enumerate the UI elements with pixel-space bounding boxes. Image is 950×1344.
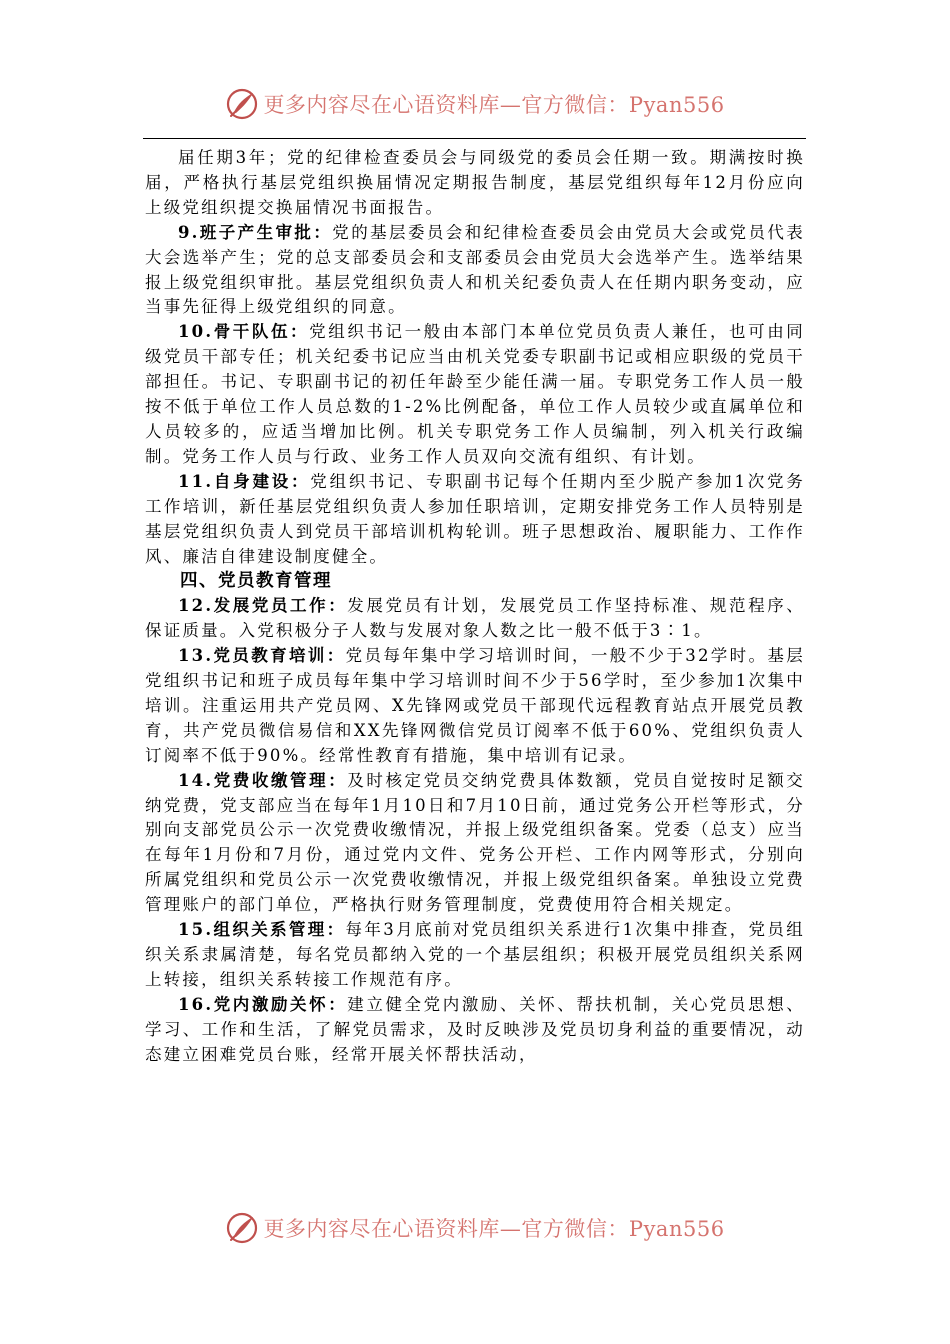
header-banner-text: 更多内容尽在心语资料库—官方微信：Pyan556 [263, 93, 725, 117]
paragraph-item-9 [145, 221, 805, 321]
item-label: 14.党费收缴管理： [178, 770, 348, 790]
document-body [145, 146, 805, 1068]
quill-logo-icon [225, 1211, 259, 1245]
item-text: 党员每年集中学习培训时间，一般不少于32学时。基层党组织书记和班子成员每年集中学习培训时间不少于56学时，至少参加1次集中培训。注重运用共产党员网、X先锋网或党员干部现代远程教育站点开展党员教育，共产党员微信易信和XX先锋网微信党员订阅率不低于60%、党组织负责人订阅率不低于90%。经常性教育有措施，集中培训有记录。 [145, 646, 805, 765]
header-rule [143, 138, 806, 139]
item-text: 党的基层委员会和纪律检查委员会由党员大会或党员代表大会选举产生；党的总支部委员会和支部委员会由党员大会选举产生。选举结果报上级党组织审批。基层党组织负责人和机关纪委负责人在任期内职务变动，应当事先征得上级党组织的同意。 [145, 222, 806, 317]
paragraph-item-15 [145, 918, 805, 993]
item-text: 建立健全党内激励、关怀、帮扶机制，关心党员思想、学习、工作和生活，了解党员需求，及时反映涉及党员切身利益的重要情况，动态建立困难党员台账，经常开展关怀帮扶活动， [145, 994, 805, 1064]
item-label: 13.党员教育培训： [178, 646, 346, 666]
item-text: 及时核定党员交纳党费具体数额，党员自觉按时足额交纳党费，党支部应当在每年1月10日和7月10日前，通过党务公开栏等形式，分别向支部党员公示一次党费收缴情况，并报上级党组织备案。党委（总支）应当在每年1月份和7月份，通过党内文件、党务公开栏、工作内网等形式，分别向所属党组织和党员公示一次党费收缴情况，并报上级党组织备案。单独设立党费管理账户的部门单位，严格执行财务管理制度，党费使用符合相关规定。 [145, 770, 805, 915]
item-text: 党组织书记一般由本部门本单位党员负责人兼任，也可由同级党员干部专任；机关纪委书记应当由机关党委专职副书记或相应职级的党员干部担任。书记、专职副书记的初任年龄至少能任满一届。专职党务工作人员一般按不低于单位工作人员总数的1-2%比例配备，单位工作人员较少或直属单位和人员较多的，应适当增加比例。机关专职党务工作人员编制，列入机关行政编制。党务工作人员与行政、业务工作人员双向交流有组织、有计划。 [145, 322, 806, 466]
paragraph-item-11 [145, 470, 805, 570]
quill-logo-icon [225, 87, 259, 121]
paragraph-item-12 [145, 594, 805, 644]
item-text: 每年3月底前对党员组织关系进行1次集中排查，党员组织关系隶属清楚，每名党员都纳入党的一个基层组织；积极开展党员组织关系网上转接，组织关系转接工作规范有序。 [145, 920, 805, 989]
section-heading: 四、党员教育管理 [180, 571, 332, 592]
item-label: 16.党内激励关怀： [178, 994, 348, 1014]
item-label: 11.自身建设： [178, 471, 311, 491]
item-label: 12.发展党员工作： [178, 596, 348, 616]
item-text: 发展党员有计划，发展党员工作坚持标准、规范程序、保证质量。入党积极分子人数与发展对象人数之比一般不低于3∶1。 [145, 596, 805, 641]
item-text: 党组织书记、专职副书记每个任期内至少脱产参加1次党务工作培训，新任基层党组织负责人参加任职培训，定期安排党务工作人员特别是基层党组织负责人到党员干部培训机构轮训。班子思想政治、履职能力、工作作风、廉洁自律建设制度健全。 [145, 471, 805, 566]
paragraph-item-16 [145, 993, 805, 1068]
item-label: 10.骨干队伍： [178, 322, 310, 342]
paragraph-item-13 [145, 644, 805, 769]
item-label: 9.班子产生审批： [178, 222, 333, 242]
paragraph-item-14 [145, 769, 805, 918]
item-label: 15.组织关系管理： [178, 920, 346, 940]
footer-banner [0, 1206, 950, 1250]
footer-banner-text: 更多内容尽在心语资料库—官方微信：Pyan556 [263, 1217, 725, 1241]
paragraph-continuation: 届任期3年；党的纪律检查委员会与同级党的委员会任期一致。期满按时换届，严格执行基层党组织换届情况定期报告制度，基层党组织每年12月份应向上级党组织提交换届情况书面报告。 [145, 148, 805, 217]
paragraph-item-10 [145, 320, 805, 469]
header-banner [0, 82, 950, 126]
